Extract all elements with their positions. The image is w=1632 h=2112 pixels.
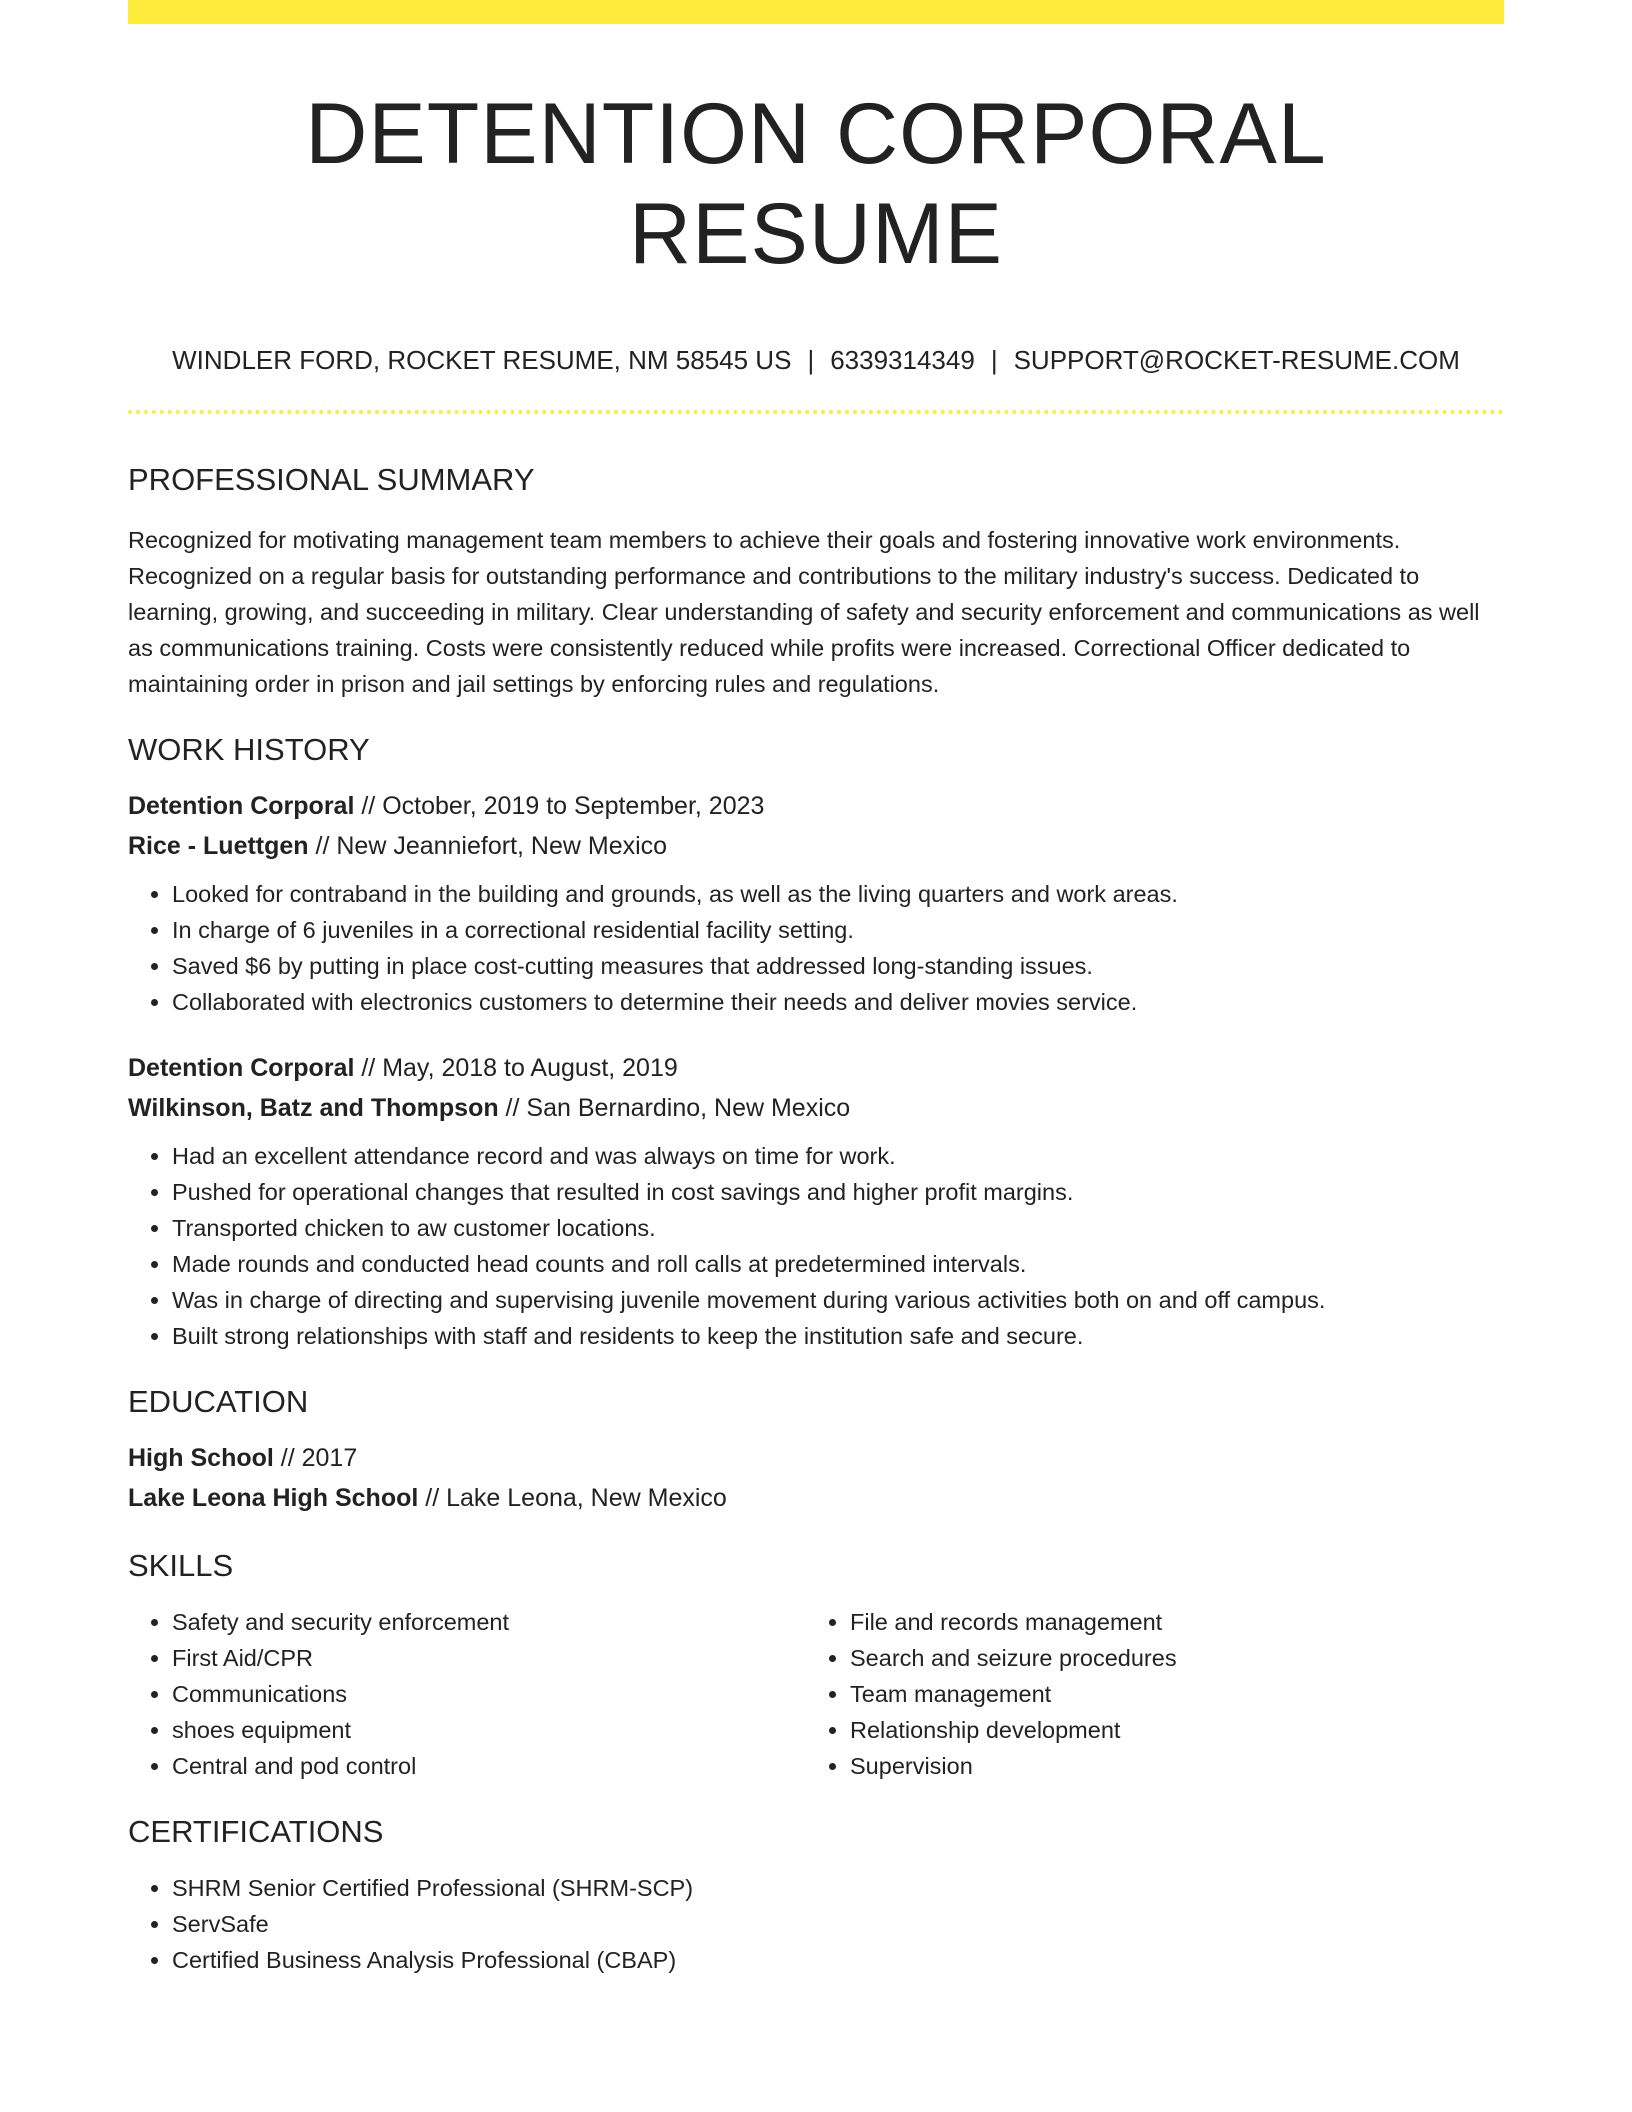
list-item: • SHRM Senior Certified Professional (SHRM-SCP) (172, 1870, 1504, 1906)
education-heading: EDUCATION (128, 1384, 309, 1419)
summary-text: Recognized for motivating management team members to achieve their goals and fostering innovative work environments. Recognized on a regular basis for outstanding performance and contributions to the military industry's success. Dedicated to learning, growing, and succeeding in military. Clear understanding of safety and security enforcement and communications as well as communications training. Costs were consistently reduced while profits were increased. Correctional Officer dedicated to maintaining order in prison and jail settings by enforcing rules and regulations. (128, 527, 1480, 697)
contact-email: SUPPORT@ROCKET-RESUME.COM (1013, 345, 1460, 375)
job-title-line (128, 1048, 1504, 1088)
list-item: • Transported chicken to aw customer locations. (172, 1210, 1504, 1246)
skills-column-left (128, 1604, 806, 1784)
job-dates: // October, 2019 to September, 2023 (354, 792, 765, 820)
list-item: • Central and pod control (172, 1748, 806, 1784)
job-entry (128, 786, 1504, 1020)
list-item: • In charge of 6 juveniles in a correctional residential facility setting. (172, 912, 1504, 948)
skills-column-right (806, 1604, 1484, 1784)
list-item: • Had an excellent attendance record and was always on time for work. (172, 1138, 1504, 1174)
education-location: // Lake Leona, New Mexico (418, 1484, 727, 1512)
job-title: Detention Corporal (128, 792, 355, 820)
resume-title: DETENTION CORPORAL RESUME (305, 86, 1327, 282)
contact-separator: | (807, 345, 815, 375)
job-company: Rice - Luettgen (128, 832, 309, 860)
contact-address: WINDLER FORD, ROCKET RESUME, NM 58545 US (172, 345, 792, 375)
list-item: • Was in charge of directing and supervising juvenile movement during various activities both on and off campus. (172, 1282, 1504, 1318)
contact-line (128, 344, 1504, 376)
education-school-line (128, 1478, 1504, 1518)
list-item: • Collaborated with electronics customers to determine their needs and deliver movies service. (172, 984, 1504, 1020)
job-title-line (128, 786, 1504, 826)
contact-phone: 6339314349 (830, 345, 975, 375)
job-company-line (128, 1088, 1504, 1128)
list-item: • Team management (850, 1676, 1484, 1712)
list-item: • ServSafe (172, 1906, 1504, 1942)
list-item: • Search and seizure procedures (850, 1640, 1484, 1676)
job-entry (128, 1048, 1504, 1354)
list-item: • Relationship development (850, 1712, 1484, 1748)
job-bullets (128, 876, 1504, 1020)
job-location: // New Jeanniefort, New Mexico (308, 832, 668, 860)
education-degree: High School (128, 1444, 274, 1472)
education-degree-line (128, 1438, 1504, 1478)
list-item: • Communications (172, 1676, 806, 1712)
list-item: • First Aid/CPR (172, 1640, 806, 1676)
job-bullets (128, 1138, 1504, 1354)
job-location: // San Bernardino, New Mexico (498, 1094, 851, 1122)
list-item: • Safety and security enforcement (172, 1604, 806, 1640)
job-title: Detention Corporal (128, 1054, 355, 1082)
certifications-heading: CERTIFICATIONS (128, 1814, 384, 1849)
job-company: Wilkinson, Batz and Thompson (128, 1094, 499, 1122)
resume-page (128, 0, 1504, 1978)
list-item: • Saved $6 by putting in place cost-cutting measures that addressed long-standing issues. (172, 948, 1504, 984)
education-school: Lake Leona High School (128, 1484, 419, 1512)
list-item: • shoes equipment (172, 1712, 806, 1748)
job-dates: // May, 2018 to August, 2019 (354, 1054, 678, 1082)
list-item: • Certified Business Analysis Professional (CBAP) (172, 1942, 1504, 1978)
work-history-heading: WORK HISTORY (128, 732, 370, 767)
contact-separator: | (990, 345, 998, 375)
summary-heading: PROFESSIONAL SUMMARY (128, 462, 535, 497)
list-item: • Pushed for operational changes that resulted in cost savings and higher profit margins. (172, 1174, 1504, 1210)
list-item: • Looked for contraband in the building and grounds, as well as the living quarters and work areas. (172, 876, 1504, 912)
list-item: • File and records management (850, 1604, 1484, 1640)
skills-heading: SKILLS (128, 1548, 234, 1583)
job-company-line (128, 826, 1504, 866)
certifications-list (128, 1870, 1504, 1978)
accent-top-bar (128, 0, 1504, 24)
dotted-divider (128, 410, 1504, 414)
list-item: • Made rounds and conducted head counts and roll calls at predetermined intervals. (172, 1246, 1504, 1282)
skills-grid (128, 1604, 1504, 1784)
list-item: • Supervision (850, 1748, 1484, 1784)
list-item: • Built strong relationships with staff and residents to keep the institution safe and secure. (172, 1318, 1504, 1354)
education-year: // 2017 (273, 1444, 358, 1472)
